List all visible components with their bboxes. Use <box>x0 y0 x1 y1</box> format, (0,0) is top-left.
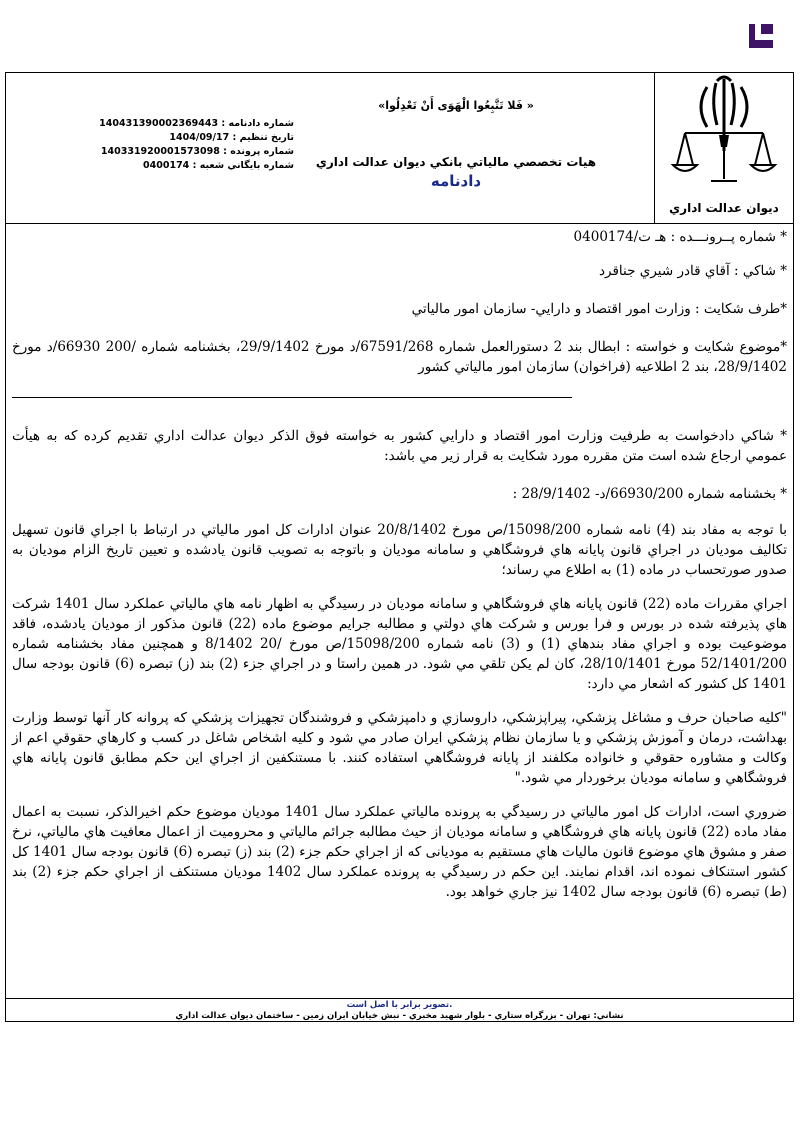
document-footer <box>6 998 793 1023</box>
document-frame <box>5 72 794 1022</box>
paragraph-3: ضروري است، ادارات كل امور مالياتي در رسيدگي به پرونده مالياتي عملكرد سال 1401 موديان موضوع حكم اخيرالذكر، نسبت به اعمال مفاد ماده (22) قانون پايانه هاي فروشگاهي و سامانه موديان از حيث مطالبه جرائم مالياتي و محروميت از اعمال معافيت هاي مالياتي، نرخ صفر و مشوق هاي موضوع قانون ماليات هاي مستقيم به موديانی كه از اجراي حكم جزء (2) بند (ز) تبصره (6) قانون بودجه سال 1401 كل كشور استنكاف نموده اند، اقدام نمايند. اين حكم در رسيدگي به پرونده عملكرد سال 1402 موديان مستنكف از اجراي حكم جزء (2) بند (ط) تبصره (6) قانون بودجه سال 1402 نيز جاري خواهد بود. <box>12 804 788 900</box>
header-center <box>276 73 636 223</box>
document-header <box>6 73 793 224</box>
complaint-intro: * شاكي دادخواست به طرفيت وزارت امور اقتصاد و دارايي كشور به خواسته فوق الذكر ديوان عدالت اداري تقديم كرده كه به هيأت عمومي ارجاع شده است متن مقرره مورد شكايت به قرار زير مي باشد: <box>12 428 787 464</box>
corner-logo <box>745 20 777 52</box>
document-body <box>12 227 787 902</box>
quoted-provision: "كليه صاحبان حرف و مشاغل پزشكي، پيراپزشكي، داروسازي و دامپزشكي و فروشندگان تجهيزات پزشكي كه پروانه كار آنها توسط وزارت بهداشت، درمان و آموزش پزشكي و يا سازمان نظام پزشكي ايران صادر مي شود و كليه اشخاص شاغل در كسب و كارهاي حقوقي اعم از وكالت و مشاوره حقوقي و خانواده مكلفند از پايانه فروشگاهي استفاده كنند. با مستنكفين از اجراي اين حكم مطابق قانون پايانه هاي فروشگاهي و سامانه موديان برخوردار مي شود." <box>12 710 787 786</box>
iran-emblem-icon <box>655 73 793 201</box>
meta-case-number: شماره پرونده : 140331920001573098 <box>100 146 294 157</box>
document-meta <box>54 117 294 173</box>
defendant: *طرف شكايت : وزارت امور اقتصاد و دارايي- سازمان امور مالياتي <box>411 301 787 317</box>
separator-line <box>12 397 572 398</box>
quran-verse: «فَلا تَتَّبِعُوا الْهَوَى أَنْ تَعْدِلُوا » <box>378 99 534 112</box>
paragraph-1: با توجه به مفاد بند (4) نامه شماره 15098/200/ص مورخ 20/8/1402 عنوان ادارات كل امور مالياتي در ارتباط با اجراي قانون تسهيل تكاليف موديان در اجراي قانون پايانه هاي فروشگاهي و سامانه موديان و باتوجه به تصويب قانون يادشده و تعيين تاريخ الزام موديان به صدور صورتحساب در ماده (1) به اطلاع مي رساند؛ <box>12 522 787 578</box>
case-number: * شماره پــرونـــده : هـ ت/0400174 <box>573 229 787 245</box>
emblem-box <box>655 73 793 223</box>
document-title: دادنامه <box>430 172 482 190</box>
paragraph-2: اجراي مقررات ماده (22) قانون پايانه هاي فروشگاهي و سامانه موديان در رسيدگي به اظهار نامه هاي مالياتي عملكرد سال 1401 شركت هاي پذيرفته شده در بورس و فرا بورس و شركت هاي دولتي و مطالبه جرايم موضوع ماده (22) قانون مذكور از موديان يادشده، فاقد موضوعيت بوده و اجراي مفاد بندهاي (1) و (3) نامه شماره 15098/200/ص مورخ /20 8/1402 و همچنين مفاد بخشنامه شماره 52/1401/200 مورخ 28/10/1401، كان لم يكن تلقي مي شود. در همين راستا و در اجراي جزء (2) بند (ز) تبصره (6) قانون بودجه سال 1401 كل كشور كه اشعار مي دارد: <box>12 596 787 692</box>
plaintiff: * شاكي : آقاي قادر شيري جناقرد <box>599 263 787 279</box>
address-line: نشاني: تهران - بزرگراه ستاري - بلوار شهيد مخبري - نبش خيابان ايران زمين - ساختمان ديوان عدالت اداري <box>175 1011 624 1021</box>
meta-archive-number: شماره بايگاني شعبه : 0400174 <box>143 160 294 171</box>
complaint-subject: *موضوع شكايت و خواسته : ابطال بند 2 دستورالعمل شماره 67591/268/د مورخ 29/9/1402، بخشنامه شماره /200 66930/د مورخ 28/9/1402، بند 2 اطلاعيه (فراخوان) سازمان امور مالياتي كشور <box>12 339 787 375</box>
board-name: هيات تخصصي مالياتي بانكي ديوان عدالت اداري <box>315 155 597 169</box>
meta-date: تاريخ تنظيم : 1404/09/17 <box>169 132 294 143</box>
meta-verdict-number: شماره دادنامه : 140431390002369443 <box>99 118 294 129</box>
circular-reference: * بخشنامه شماره 66930/200/د- 28/9/1402 : <box>512 486 787 502</box>
certified-copy-note: تصوير برابر با اصل است. <box>346 1000 453 1010</box>
emblem-caption: ديوان عدالت اداري <box>669 201 779 215</box>
